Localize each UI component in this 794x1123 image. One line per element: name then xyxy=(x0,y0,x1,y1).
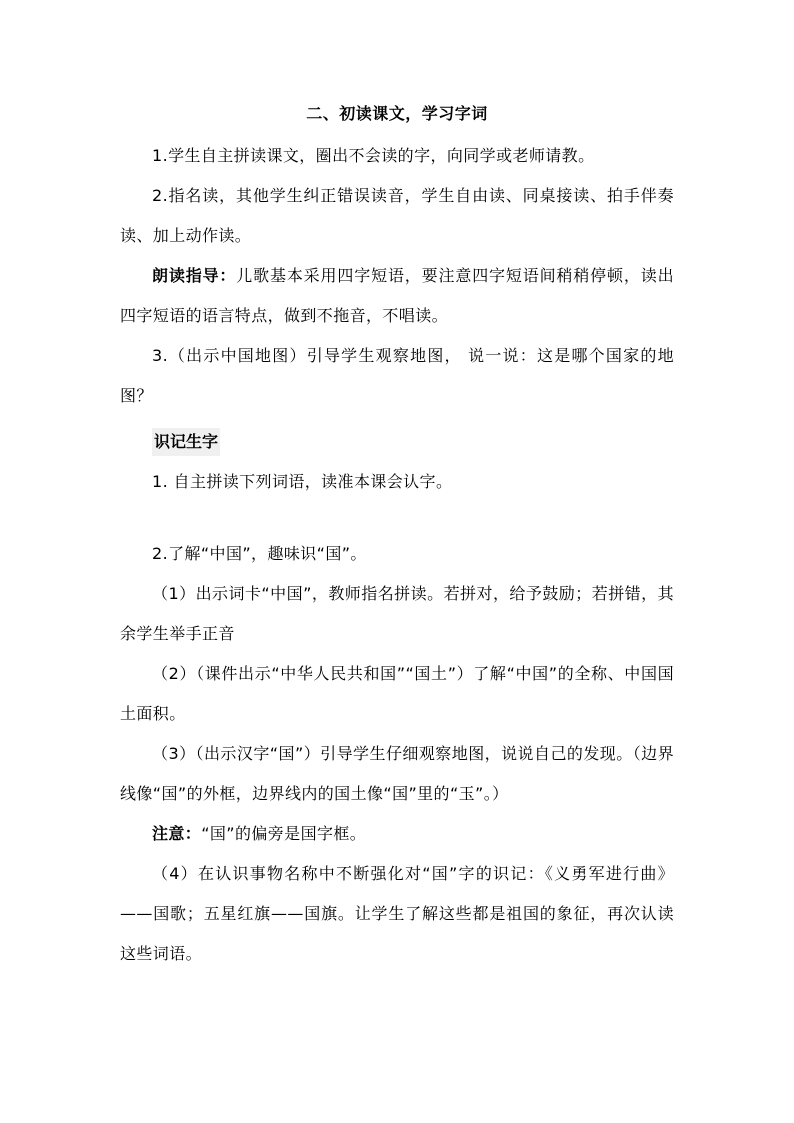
spacer xyxy=(120,502,674,534)
paragraph-map-observation: 3.（出示中国地图）引导学生观察地图， 说一说：这是哪个国家的地图？ xyxy=(120,346,674,405)
paragraph-understand-china: 2.了解“中国”，趣味识“国”。 xyxy=(152,544,367,563)
paragraph-word-card: （1）出示词卡“中国”，教师指名拼读。若拼对，给予鼓励；若拼错，其余学生举手正音 xyxy=(120,584,674,643)
paragraph-word-reading: 1. 自主拼读下列词语，读准本课会认字。 xyxy=(152,472,453,491)
paragraph-named-reading: 2.指名读，其他学生纠正错误读音，学生自由读、同桌接读、拍手伴奏读、加上动作读。 xyxy=(120,186,674,245)
subheading-row xyxy=(120,422,674,462)
reading-guidance-label: 朗读指导： xyxy=(152,266,237,285)
note-label: 注意： xyxy=(152,824,202,843)
paragraph-character-guo: （3）（出示汉字“国”）引导学生仔细观察地图，说说自己的发现。（边界线像“国”的外框，边界线内的国土像“国”里的“玉”。） xyxy=(120,744,674,803)
reading-guidance-text: 儿歌基本采用四字短语，要注意四字短语间稍稍停顿，读出四字短语的语言特点，做到不拖音，不唱读。 xyxy=(120,266,674,325)
note-text: “国”的偏旁是国字框。 xyxy=(201,824,367,843)
subheading-characters: 识记生字 xyxy=(152,428,220,456)
paragraph-reading-guidance xyxy=(120,256,674,336)
paragraph-note xyxy=(120,814,674,854)
paragraph-self-reading: 1.学生自主拼读课文，圈出不会读的字，向同学或老师请教。 xyxy=(152,146,595,165)
paragraph-symbols: （4）在认识事物名称中不断强化对“国”字的识记：《义勇军进行曲》——国歌；五星红旗——国旗。让学生了解这些都是祖国的象征，再次认读这些词语。 xyxy=(120,864,674,963)
paragraph-full-name: （2）（课件出示“中华人民共和国”“国土”）了解“中国”的全称、中国国土面积。 xyxy=(120,664,674,723)
section-title: 二、初读课文，学习字词 xyxy=(306,104,488,123)
